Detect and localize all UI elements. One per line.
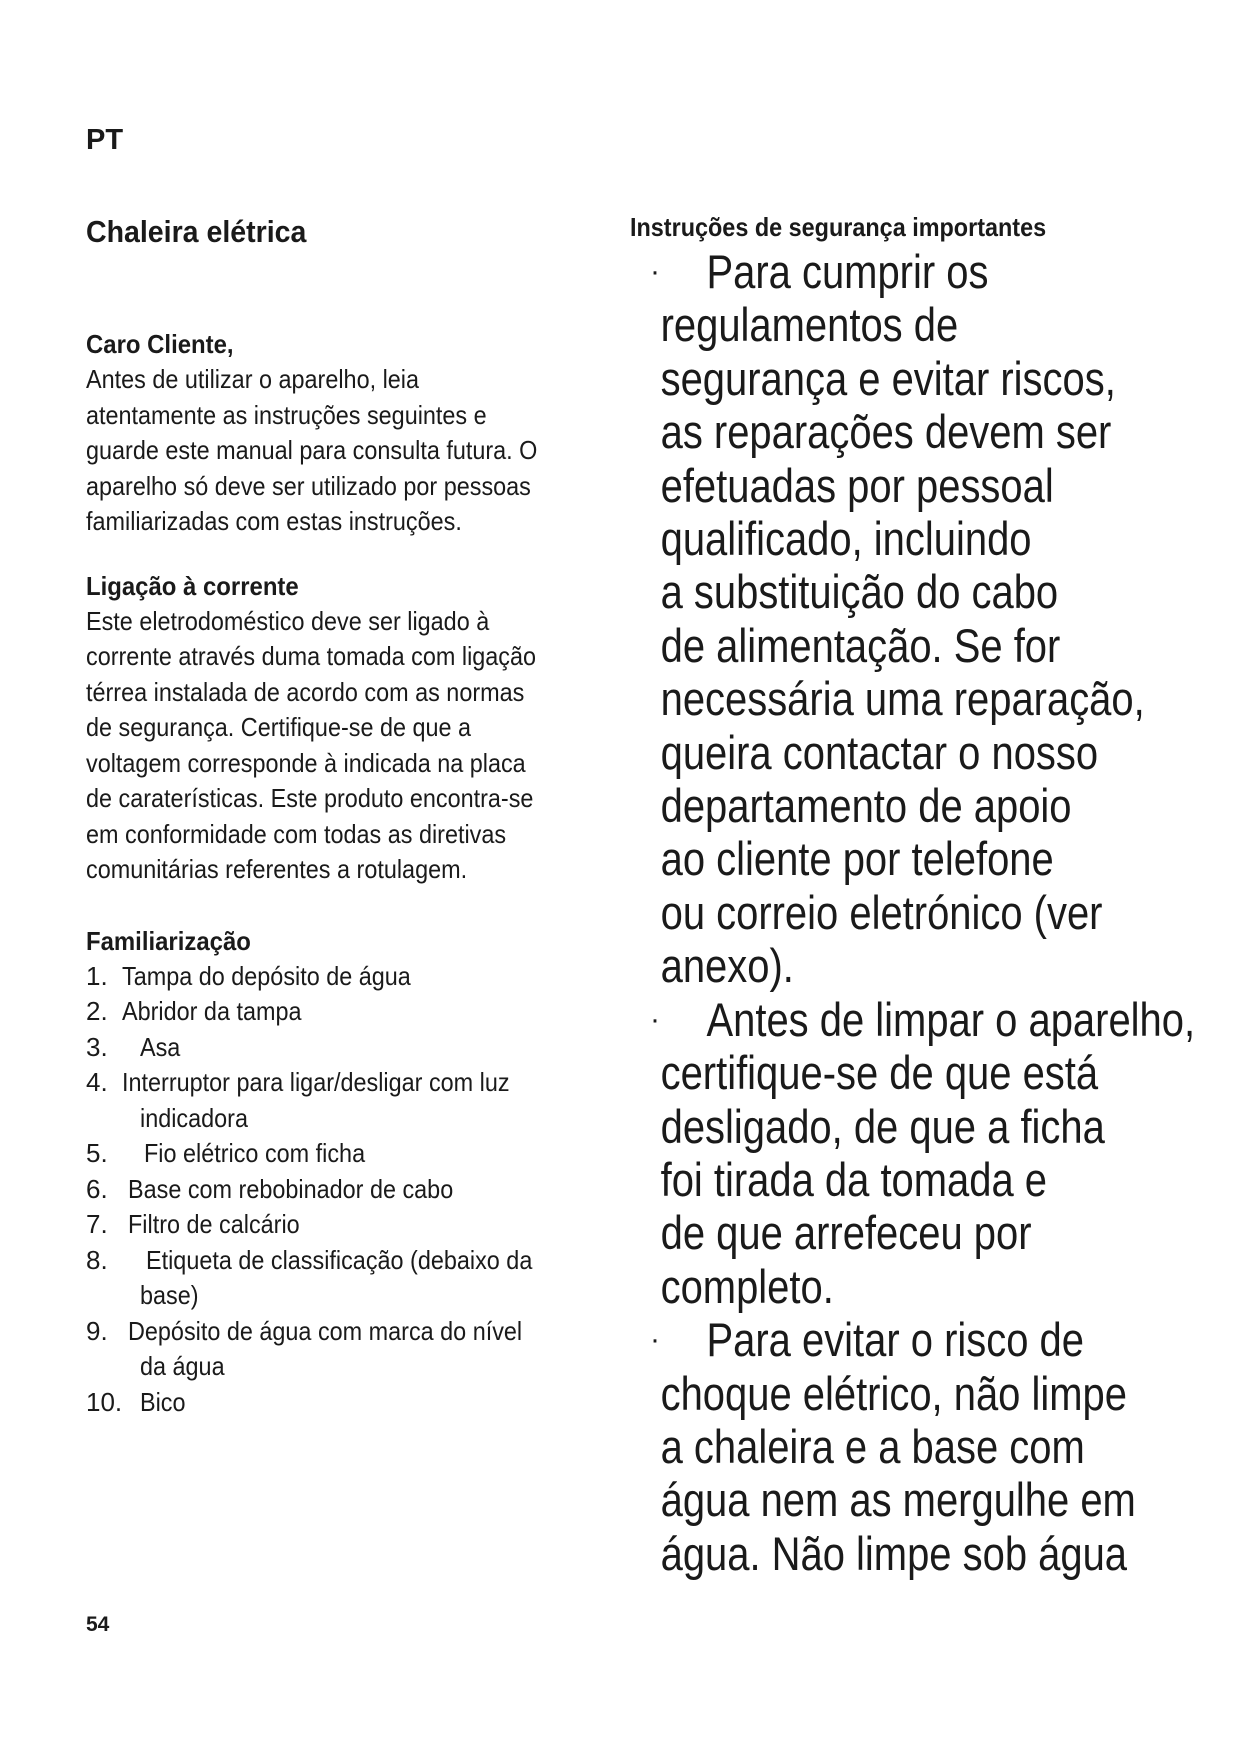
power-line: em conformidade com todas as diretivas <box>86 818 507 849</box>
safety-heading: Instruções de segurança importantes <box>630 212 1047 242</box>
list-item <box>86 994 606 1030</box>
left-column <box>86 210 606 1420</box>
list-item <box>86 1172 606 1208</box>
item-text: Interruptor para ligar/desligar com luz <box>122 1067 510 1097</box>
safety-line: queira contactar o nosso <box>660 725 1099 779</box>
safety-line: de que arrefeceu por <box>660 1206 1032 1260</box>
intro-heading: Caro Cliente, <box>86 329 234 359</box>
power-line: de segurança. Certifique-se de que a <box>86 712 472 742</box>
language-code: PT <box>86 124 124 156</box>
item-text: Abridor da tampa <box>122 996 302 1026</box>
safety-line: qualificado, incluindo <box>660 512 1032 566</box>
item-text: Base com rebobinador de cabo <box>128 1173 454 1204</box>
item-number: 4. <box>86 1067 108 1097</box>
list-item <box>86 1136 606 1172</box>
item-number: 7. <box>86 1209 108 1239</box>
item-number: 5. <box>86 1138 108 1168</box>
safety-line: completo. <box>660 1259 834 1313</box>
safety-line: anexo). <box>660 939 794 993</box>
bullet-icon: · <box>650 1002 660 1036</box>
safety-line: ou correio eletrónico (ver <box>660 885 1103 939</box>
intro-line: atentamente as instruções seguintes e <box>86 399 487 430</box>
power-line: comunitárias referentes a rotulagem. <box>86 854 468 884</box>
safety-line: a chaleira e a base com <box>660 1419 1085 1473</box>
safety-line: departamento de apoio <box>660 779 1072 833</box>
safety-line: Para cumprir os <box>706 245 989 298</box>
intro-line: aparelho só deve ser utilizado por pessoas <box>86 470 531 501</box>
item-number: 2. <box>86 996 108 1026</box>
bullet-icon: · <box>650 255 660 288</box>
safety-line: necessária uma reparação, <box>660 672 1145 726</box>
power-line: voltagem corresponde à indicada na placa <box>86 747 526 778</box>
safety-line: segurança e evitar riscos, <box>660 351 1116 405</box>
document-title: Chaleira elétrica <box>86 214 307 249</box>
bullet-icon: · <box>650 1323 660 1357</box>
safety-list <box>630 245 1220 1580</box>
item-text-continued: indicadora <box>140 1102 248 1133</box>
item-text: Fio elétrico com ficha <box>144 1138 366 1168</box>
power-line: Este eletrodoméstico deve ser ligado à <box>86 605 490 636</box>
power-paragraph <box>86 604 606 888</box>
intro-line: familiarizadas com estas instruções. <box>86 506 462 536</box>
item-text: Tampa do depósito de água <box>122 960 411 991</box>
parts-list <box>86 959 606 1421</box>
safety-line: regulamentos de <box>660 298 959 352</box>
item-text: Depósito de água com marca do nível <box>128 1315 523 1346</box>
safety-line: Antes de limpar o aparelho, <box>706 992 1196 1046</box>
item-number: 6. <box>86 1173 108 1204</box>
safety-line: a substituição do cabo <box>660 565 1059 619</box>
safety-line: água nem as mergulhe em <box>660 1473 1136 1527</box>
safety-line: ao cliente por telefone <box>660 832 1054 886</box>
item-text: Etiqueta de classificação (debaixo da <box>146 1244 533 1275</box>
item-number: 9. <box>86 1315 108 1346</box>
safety-item-repairs <box>630 245 1220 993</box>
safety-line: foi tirada da tomada e <box>660 1152 1048 1206</box>
intro-line: Antes de utilizar o aparelho, leia <box>86 364 420 394</box>
list-item <box>86 959 606 995</box>
intro-line: guarde este manual para consulta futura. O <box>86 435 538 465</box>
item-text-continued: base) <box>140 1280 199 1310</box>
item-number: 10. <box>86 1386 123 1417</box>
familiarization-heading: Familiarização <box>86 925 251 956</box>
safety-line: as reparações devem ser <box>660 405 1112 459</box>
item-text: Filtro de calcário <box>128 1209 300 1239</box>
list-item <box>86 1030 606 1066</box>
list-item <box>86 1207 606 1243</box>
item-text-continued: da água <box>140 1351 225 1381</box>
safety-line: choque elétrico, não limpe <box>660 1366 1127 1420</box>
safety-line: de alimentação. Se for <box>660 618 1061 672</box>
safety-item-electric-shock <box>630 1313 1220 1580</box>
item-text: Asa <box>140 1031 181 1062</box>
safety-line: desligado, de que a ficha <box>660 1099 1105 1153</box>
safety-line: água. Não limpe sob água <box>660 1526 1128 1580</box>
item-number: 1. <box>86 960 108 991</box>
item-number: 3. <box>86 1031 108 1062</box>
safety-line: certifique-se de que está <box>660 1046 1099 1100</box>
power-line: de caraterísticas. Este produto encontra-se <box>86 783 534 813</box>
intro-paragraph <box>86 362 606 540</box>
safety-line: efetuadas por pessoal <box>660 458 1054 512</box>
right-column <box>630 210 1220 1580</box>
power-heading: Ligação à corrente <box>86 570 299 601</box>
power-line: térrea instalada de acordo com as normas <box>86 676 525 707</box>
item-number: 8. <box>86 1244 108 1275</box>
list-item <box>86 1314 606 1385</box>
power-line: corrente através duma tomada com ligação <box>86 641 537 671</box>
list-item <box>86 1065 606 1136</box>
page-number: 54 <box>86 1613 110 1636</box>
safety-item-cleaning <box>630 993 1220 1313</box>
list-item <box>86 1243 606 1314</box>
safety-line: Para evitar o risco de <box>706 1313 1084 1367</box>
item-text: Bico <box>140 1386 186 1417</box>
list-item <box>86 1385 606 1421</box>
